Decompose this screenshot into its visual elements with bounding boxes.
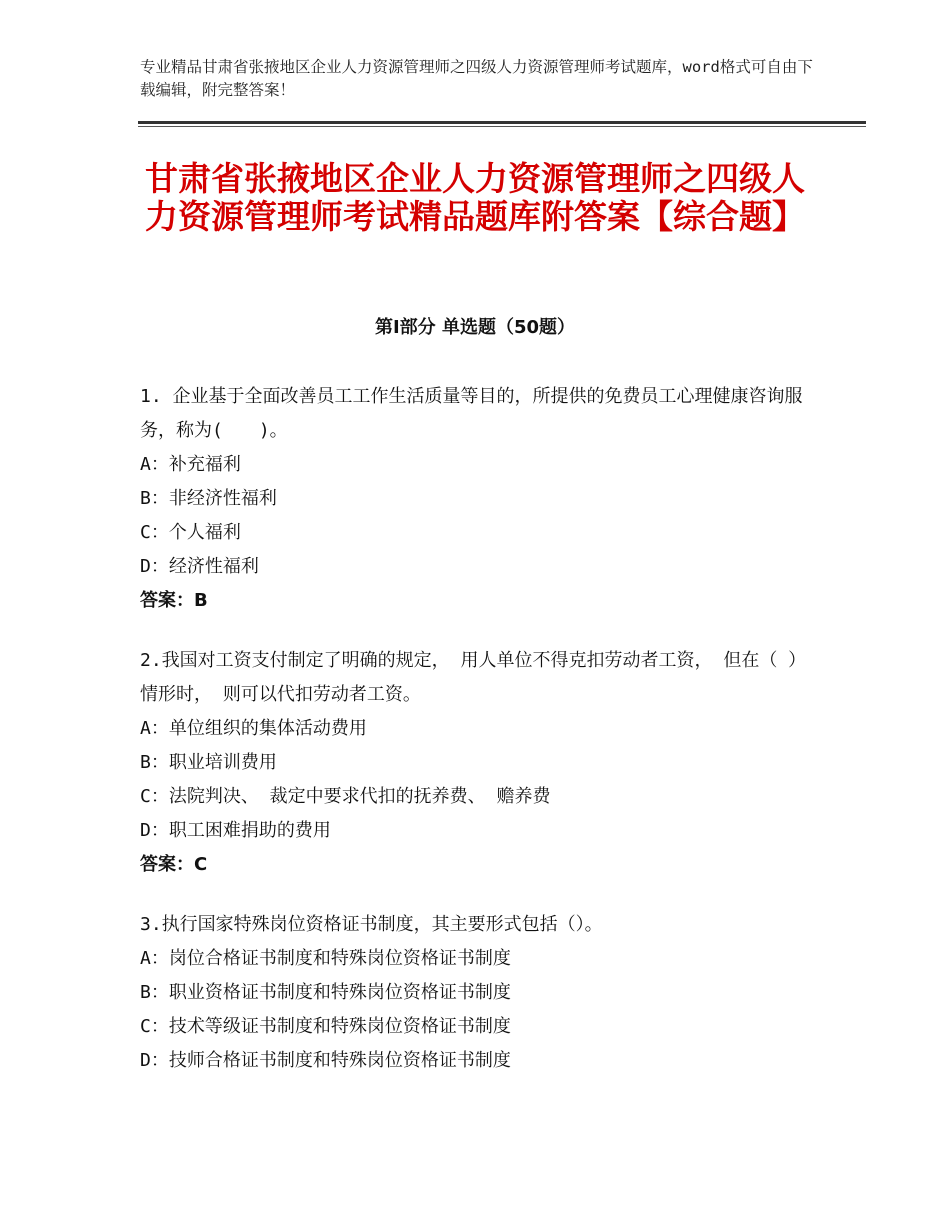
option-a: A：补充福利 xyxy=(140,454,241,475)
question-stem: 3.执行国家特殊岗位资格证书制度，其主要形式包括（）。 xyxy=(140,914,603,935)
question-stem: 2.我国对工资支付制定了明确的规定， 用人单位不得克扣劳动者工资， 但在（ ） 情形时， 则可以代扣劳动者工资。 xyxy=(140,650,807,705)
section-title: 第Ⅰ部分 单选题（50题） xyxy=(374,317,575,338)
question-3 xyxy=(140,908,810,1078)
header-divider-thin xyxy=(138,126,866,127)
answer-label: 答案： xyxy=(140,854,194,875)
document-title: 甘肃省张掖地区企业人力资源管理师之四级人力资源管理师考试精品题库附答案【综合题】 xyxy=(145,159,805,236)
question-stem: 1. 企业基于全面改善员工工作生活质量等目的，所提供的免费员工心理健康咨询服务，称为( )。 xyxy=(140,386,803,441)
answer-label: 答案： xyxy=(140,590,194,611)
option-b: B：非经济性福利 xyxy=(140,488,277,509)
option-c: C：个人福利 xyxy=(140,522,241,543)
answer-value: B xyxy=(194,590,208,611)
option-c: C：技术等级证书制度和特殊岗位资格证书制度 xyxy=(140,1016,511,1037)
option-a: A：岗位合格证书制度和特殊岗位资格证书制度 xyxy=(140,948,511,969)
question-2 xyxy=(140,644,810,882)
answer-line xyxy=(140,848,810,882)
option-d: D：技师合格证书制度和特殊岗位资格证书制度 xyxy=(140,1050,511,1071)
question-list xyxy=(140,380,810,1104)
question-1 xyxy=(140,380,810,618)
answer-value: C xyxy=(194,854,208,875)
option-b: B：职业资格证书制度和特殊岗位资格证书制度 xyxy=(140,982,511,1003)
option-d: D：经济性福利 xyxy=(140,556,259,577)
header-note: 专业精品甘肃省张掖地区企业人力资源管理师之四级人力资源管理师考试题库，word格式可自由下载编辑，附完整答案！ xyxy=(140,58,813,99)
answer-line xyxy=(140,584,810,618)
option-b: B：职业培训费用 xyxy=(140,752,277,773)
option-a: A：单位组织的集体活动费用 xyxy=(140,718,367,739)
option-c: C：法院判决、 裁定中要求代扣的抚养费、 赡养费 xyxy=(140,786,551,807)
option-d: D：职工困难捐助的费用 xyxy=(140,820,331,841)
header-divider-thick xyxy=(138,121,866,124)
